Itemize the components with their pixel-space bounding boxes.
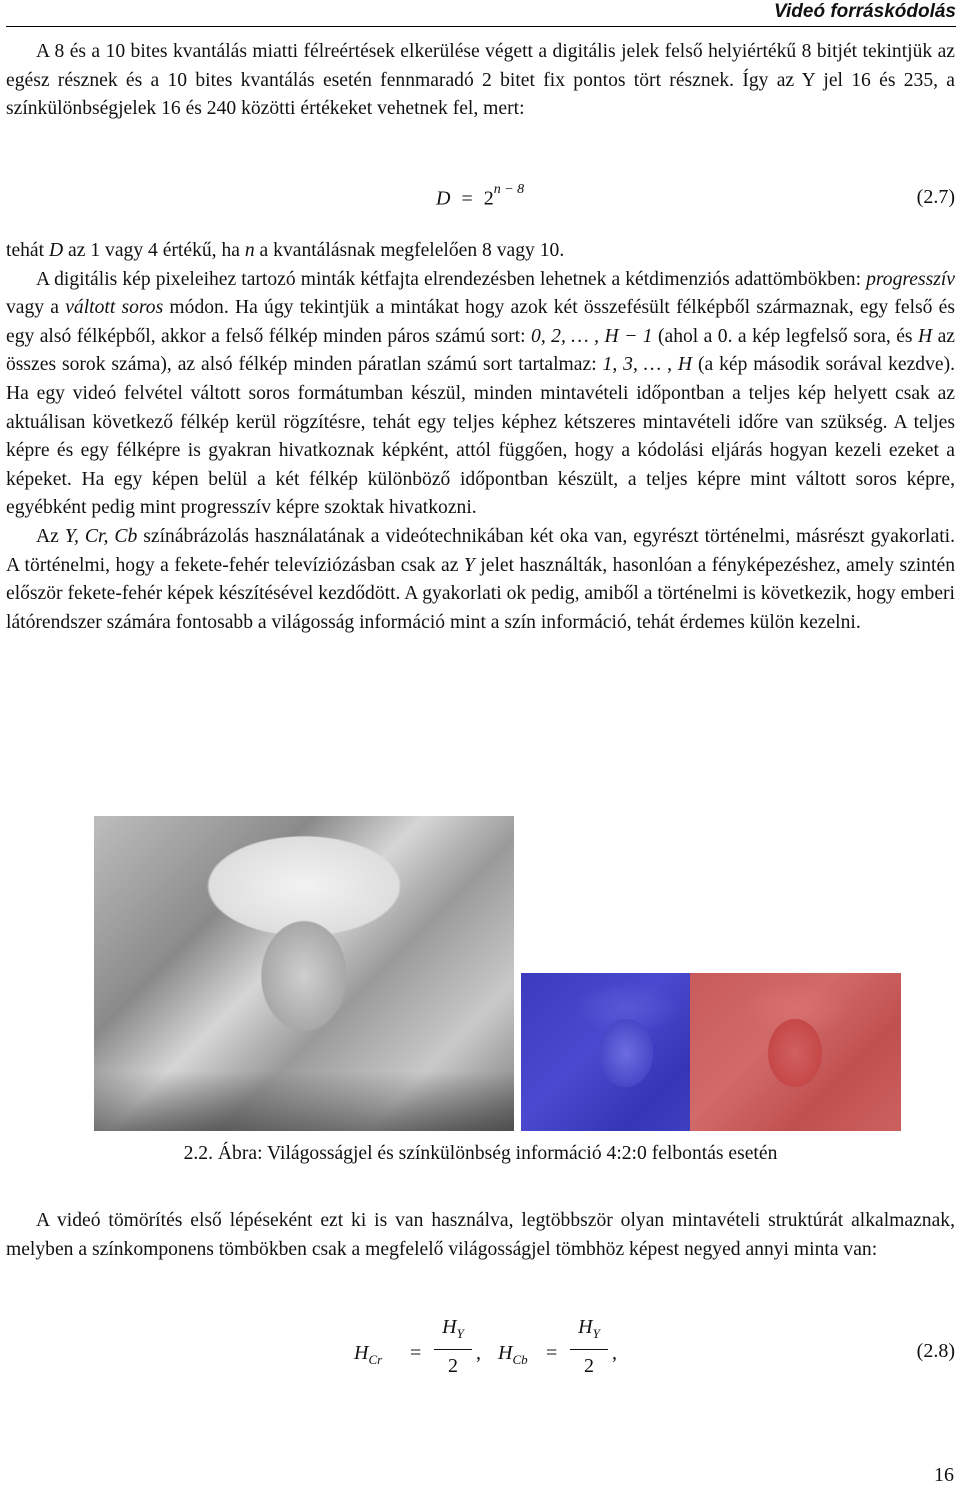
paragraph-3: A digitális kép pixeleihez tartozó minták kétfajta elrendezésben lehetnek a kétdimenziós adattömbökben: progresszív vagy a váltott soros módon. Ha úgy tekintjük a mintákat hogy azok két összefésült félképből származnak, egy felső és egy alsó félképből, akkor a felső félkép minden páros számú sort: 0, 2, … , H − 1 (ahol a 0. a kép legfelső sora, és H az összes sorok száma), az alsó félkép minden páratlan számú sort tartalmaz: 1, 3, … , H (a kép második sorával kezdve). Ha egy videó felvétel váltott soros formátumban készül, minden mintavételi időpontban a teljes kép helyett csak az aktuálisan következő félkép kerül rögzítésre, tehát egy teljes képhez kétszeres mintavételi időre van szükség. A teljes képre és egy félképre is gyakran hivatkoznak képként, attól függően, hogy a kódolási eljárás hogyan kezeli ezeket a képeket. Ha egy képen belül a két félkép különböző időpontban készült, a teljes képre mint váltott soros képre, egyébként pedig mint progresszív képre szoktak hivatkozni. [6, 268, 955, 519]
page-number: 16 [934, 1464, 954, 1486]
eq-base: 2 [483, 187, 494, 210]
paragraph-2: tehát D az 1 vagy 4 értékű, ha n a kvantálásnak megfelelően 8 vagy 10. [6, 240, 565, 261]
paragraph-block-5 [6, 1207, 955, 1264]
paragraph-quantization [6, 38, 955, 124]
eq-equals: = [461, 187, 473, 210]
figure-caption: 2.2. Ábra: Világosságjel és színkülönbség információ 4:2:0 felbontás esetén [183, 1143, 778, 1164]
eq-lhs: D [436, 187, 451, 210]
odd-rows-formula: 1, 3, … , H [602, 354, 693, 376]
equation-2-8: $H_{Cr}$ = $H_Y$ 2 , $H_{Cb}$ = $H_Y$ 2 , (2.8) [6, 1312, 955, 1392]
even-rows-formula: 0, 2, … , H − 1 [531, 325, 653, 347]
cr-chroma-image [690, 973, 901, 1131]
paragraph-5: A videó tömörítés első lépéseként ezt ki is van használva, legtöbbször olyan mintavételi struktúrát alkalmaznak, melyben a színkomponens tömbökben csak a megfelelő világosságjel tömbhöz képest negyed annyi minta van: [6, 1210, 955, 1260]
paragraph-4: Az Y, Cr, Cb színábrázolás használatának a videótechnikában két oka van, egyrészt történelmi, másrészt gyakorlati. A történelmi, hogy a fekete-fehér televíziózásban csak az Y jelet használták, hasonlóan a fényképezéshez, amely szintén először fekete-fehér képek készítésével kezdődött. A gyakorlati ok pedig, amiből a történelmi is következik, hogy emberi látórendszer számára fontosabb a világosság információ mint a szín információ, tehát érdemes külön kezelni. [6, 525, 955, 633]
equation-2-7 [6, 180, 955, 220]
equation-number: (2.7) [916, 186, 955, 208]
chapter-title: Videó forráskódolás [774, 1, 956, 22]
equation-number-2-8: (2.8) [916, 1340, 955, 1362]
eq-exponent: n − 8 [493, 182, 525, 197]
luminance-image [94, 816, 514, 1131]
paragraph-1: A 8 és a 10 bites kvantálás miatti félreértések elkerülése végett a digitális jelek felső helyiértékű 8 bitjét tekintjük az egész résznek és a 10 bites kvantálás esetén fennmaradó 2 bitet fix pontos tört résznek. Így az Y jel 16 és 235, a színkülönbségjelek 16 és 240 közötti értékeket vehetnek fel, mert: [6, 41, 955, 120]
figure-2-2 [94, 816, 954, 1131]
paragraph-block-2 [6, 237, 955, 637]
running-header [6, 0, 956, 27]
